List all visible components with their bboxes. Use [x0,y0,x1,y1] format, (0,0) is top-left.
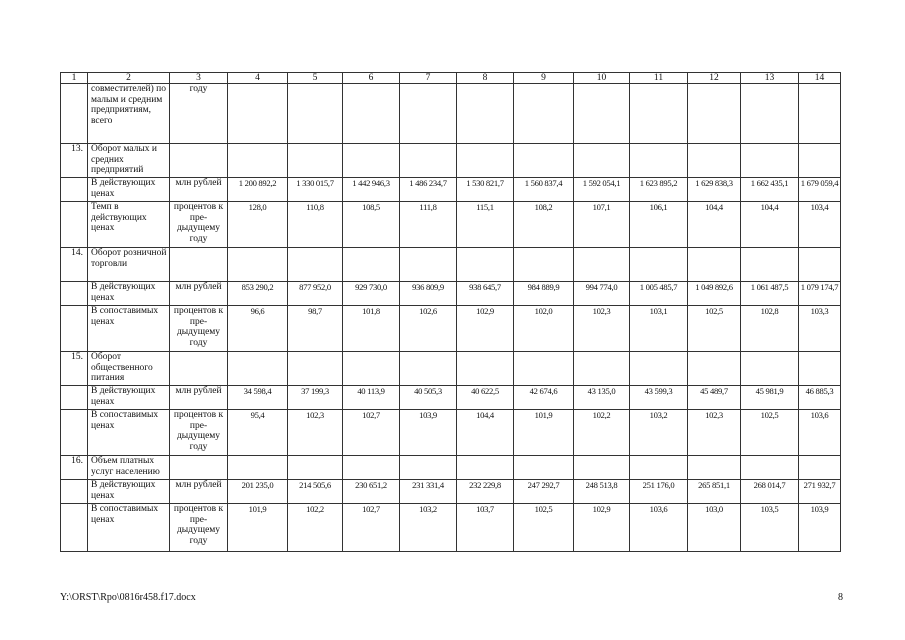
indicator-cell: В сопоставимых ценах [88,504,170,552]
value-cell: 102,0 [514,306,574,352]
value-cell: 102,3 [688,410,741,456]
row-number-cell [61,202,88,248]
indicator-cell: В сопоставимых ценах [88,410,170,456]
value-cell [574,144,630,178]
value-cell [630,456,688,480]
unit-cell: году [170,84,228,144]
unit-cell: млн рублей [170,386,228,410]
value-cell: 103,9 [799,504,841,552]
value-cell [514,84,574,144]
unit-cell: процентов к пре-дыдущему году [170,306,228,352]
data-table [60,72,841,552]
value-cell: 103,6 [799,410,841,456]
table-row [61,282,841,306]
value-cell: 103,0 [688,504,741,552]
value-cell: 102,5 [741,410,799,456]
value-cell [574,84,630,144]
value-cell: 102,9 [574,504,630,552]
value-cell [799,144,841,178]
value-cell: 103,1 [630,306,688,352]
row-number-cell: 14. [61,248,88,282]
indicator-cell: Объем платных услуг населению [88,456,170,480]
value-cell: 102,2 [288,504,343,552]
unit-cell [170,456,228,480]
value-cell [799,456,841,480]
value-cell [514,456,574,480]
header-cell: 14 [799,73,841,84]
table-row [61,386,841,410]
value-cell [228,456,288,480]
value-cell [630,84,688,144]
value-cell: 103,2 [630,410,688,456]
unit-cell: млн рублей [170,480,228,504]
table-row [61,306,841,352]
value-cell: 104,4 [741,202,799,248]
value-cell [514,248,574,282]
value-cell [574,456,630,480]
unit-cell: процентов к пре-дыдущему году [170,202,228,248]
value-cell: 43 599,3 [630,386,688,410]
value-cell: 230 651,2 [343,480,400,504]
value-cell: 1 629 838,3 [688,178,741,202]
value-cell: 936 809,9 [400,282,457,306]
value-cell: 102,7 [343,410,400,456]
header-cell: 12 [688,73,741,84]
value-cell: 43 135,0 [574,386,630,410]
value-cell: 1 079 174,7 [799,282,841,306]
value-cell: 104,4 [688,202,741,248]
value-cell: 103,5 [741,504,799,552]
header-cell: 8 [457,73,514,84]
header-cell: 5 [288,73,343,84]
header-cell: 2 [88,73,170,84]
value-cell [288,456,343,480]
table-row [61,248,841,282]
table-row [61,480,841,504]
value-cell: 1 592 054,1 [574,178,630,202]
value-cell [741,352,799,386]
value-cell [741,144,799,178]
value-cell: 98,7 [288,306,343,352]
value-cell [630,144,688,178]
value-cell [799,248,841,282]
indicator-cell: В действующих ценах [88,178,170,202]
table-row [61,202,841,248]
value-cell [514,144,574,178]
table-row [61,410,841,456]
value-cell [228,144,288,178]
value-cell: 1 530 821,7 [457,178,514,202]
value-cell: 1 662 435,1 [741,178,799,202]
unit-cell [170,352,228,386]
table-row [61,144,841,178]
value-cell: 108,2 [514,202,574,248]
value-cell [457,248,514,282]
unit-cell [170,248,228,282]
value-cell: 231 331,4 [400,480,457,504]
value-cell: 1 200 892,2 [228,178,288,202]
value-cell [343,144,400,178]
value-cell: 102,8 [741,306,799,352]
indicator-cell: В действующих ценах [88,282,170,306]
value-cell: 102,2 [574,410,630,456]
value-cell: 929 730,0 [343,282,400,306]
value-cell [741,84,799,144]
indicator-cell: совместителей) по малым и средним предприятиям, всего [88,84,170,144]
value-cell [343,248,400,282]
row-number-cell [61,178,88,202]
value-cell [343,352,400,386]
row-number-cell [61,386,88,410]
value-cell [457,84,514,144]
unit-cell: млн рублей [170,282,228,306]
indicator-cell: Оборот общественного питания [88,352,170,386]
value-cell [288,144,343,178]
value-cell: 1 560 837,4 [514,178,574,202]
unit-cell: процентов к пре-дыдущему году [170,504,228,552]
value-cell: 265 851,1 [688,480,741,504]
value-cell: 232 229,8 [457,480,514,504]
value-cell: 268 014,7 [741,480,799,504]
value-cell: 45 489,7 [688,386,741,410]
value-cell [741,248,799,282]
header-row [61,73,841,84]
page-number: 8 [838,592,843,603]
row-number-cell [61,84,88,144]
value-cell: 853 290,2 [228,282,288,306]
value-cell: 108,5 [343,202,400,248]
row-number-cell: 16. [61,456,88,480]
row-number-cell [61,282,88,306]
value-cell: 106,1 [630,202,688,248]
value-cell [228,248,288,282]
header-cell: 10 [574,73,630,84]
value-cell: 102,5 [688,306,741,352]
value-cell [400,456,457,480]
value-cell: 1 442 946,3 [343,178,400,202]
value-cell [400,352,457,386]
value-cell [799,352,841,386]
header-cell: 3 [170,73,228,84]
value-cell: 115,1 [457,202,514,248]
table-row [61,84,841,144]
value-cell: 37 199,3 [288,386,343,410]
value-cell [400,84,457,144]
value-cell: 101,9 [514,410,574,456]
header-cell: 13 [741,73,799,84]
value-cell: 110,8 [288,202,343,248]
row-number-cell: 13. [61,144,88,178]
value-cell: 1 486 234,7 [400,178,457,202]
value-cell [343,84,400,144]
header-cell: 1 [61,73,88,84]
value-cell [688,248,741,282]
value-cell: 102,5 [514,504,574,552]
header-cell: 7 [400,73,457,84]
value-cell: 248 513,8 [574,480,630,504]
value-cell: 103,4 [799,202,841,248]
value-cell: 111,8 [400,202,457,248]
footer-file-path: Y:\ORST\Rpo\0816r458.f17.docx [60,592,196,603]
value-cell [688,456,741,480]
value-cell: 247 292,7 [514,480,574,504]
value-cell [799,84,841,144]
value-cell: 201 235,0 [228,480,288,504]
table-row [61,352,841,386]
value-cell: 103,7 [457,504,514,552]
indicator-cell: В действующих ценах [88,386,170,410]
value-cell: 103,3 [799,306,841,352]
value-cell: 101,8 [343,306,400,352]
value-cell: 103,2 [400,504,457,552]
header-cell: 6 [343,73,400,84]
value-cell [457,144,514,178]
value-cell: 877 952,0 [288,282,343,306]
value-cell [574,352,630,386]
row-number-cell [61,306,88,352]
value-cell [288,352,343,386]
value-cell [228,84,288,144]
value-cell: 1 005 485,7 [630,282,688,306]
value-cell: 984 889,9 [514,282,574,306]
value-cell: 102,3 [574,306,630,352]
value-cell [741,456,799,480]
value-cell: 40 505,3 [400,386,457,410]
value-cell [688,352,741,386]
value-cell [228,352,288,386]
row-number-cell [61,410,88,456]
value-cell: 938 645,7 [457,282,514,306]
value-cell: 107,1 [574,202,630,248]
value-cell [574,248,630,282]
value-cell: 1 061 487,5 [741,282,799,306]
value-cell: 102,6 [400,306,457,352]
value-cell: 271 932,7 [799,480,841,504]
value-cell [343,456,400,480]
unit-cell: процентов к пре-дыдущему году [170,410,228,456]
value-cell: 214 505,6 [288,480,343,504]
value-cell [400,144,457,178]
value-cell: 103,6 [630,504,688,552]
value-cell: 101,9 [228,504,288,552]
value-cell: 251 176,0 [630,480,688,504]
value-cell: 96,6 [228,306,288,352]
value-cell: 95,4 [228,410,288,456]
header-cell: 9 [514,73,574,84]
value-cell [630,352,688,386]
unit-cell: млн рублей [170,178,228,202]
table-row [61,178,841,202]
indicator-cell: Оборот малых и средних предприятий [88,144,170,178]
indicator-cell: В сопоставимых ценах [88,306,170,352]
value-cell [457,352,514,386]
value-cell: 1 330 015,7 [288,178,343,202]
indicator-cell: Темп в действующих ценах [88,202,170,248]
value-cell: 128,0 [228,202,288,248]
value-cell [688,84,741,144]
value-cell [457,456,514,480]
value-cell: 102,3 [288,410,343,456]
value-cell [288,248,343,282]
value-cell: 40 622,5 [457,386,514,410]
value-cell [630,248,688,282]
value-cell: 103,9 [400,410,457,456]
value-cell [514,352,574,386]
value-cell: 46 885,3 [799,386,841,410]
value-cell: 994 774,0 [574,282,630,306]
indicator-cell: В действующих ценах [88,480,170,504]
row-number-cell [61,480,88,504]
value-cell: 40 113,9 [343,386,400,410]
value-cell: 1 679 059,4 [799,178,841,202]
value-cell: 1 049 892,6 [688,282,741,306]
value-cell: 34 598,4 [228,386,288,410]
header-cell: 11 [630,73,688,84]
value-cell [688,144,741,178]
value-cell: 102,9 [457,306,514,352]
table-row [61,456,841,480]
value-cell: 1 623 895,2 [630,178,688,202]
value-cell: 42 674,6 [514,386,574,410]
value-cell [288,84,343,144]
row-number-cell [61,504,88,552]
value-cell: 102,7 [343,504,400,552]
value-cell [400,248,457,282]
unit-cell [170,144,228,178]
value-cell: 45 981,9 [741,386,799,410]
header-cell: 4 [228,73,288,84]
value-cell: 104,4 [457,410,514,456]
table-row [61,504,841,552]
row-number-cell: 15. [61,352,88,386]
indicator-cell: Оборот розничной торговли [88,248,170,282]
